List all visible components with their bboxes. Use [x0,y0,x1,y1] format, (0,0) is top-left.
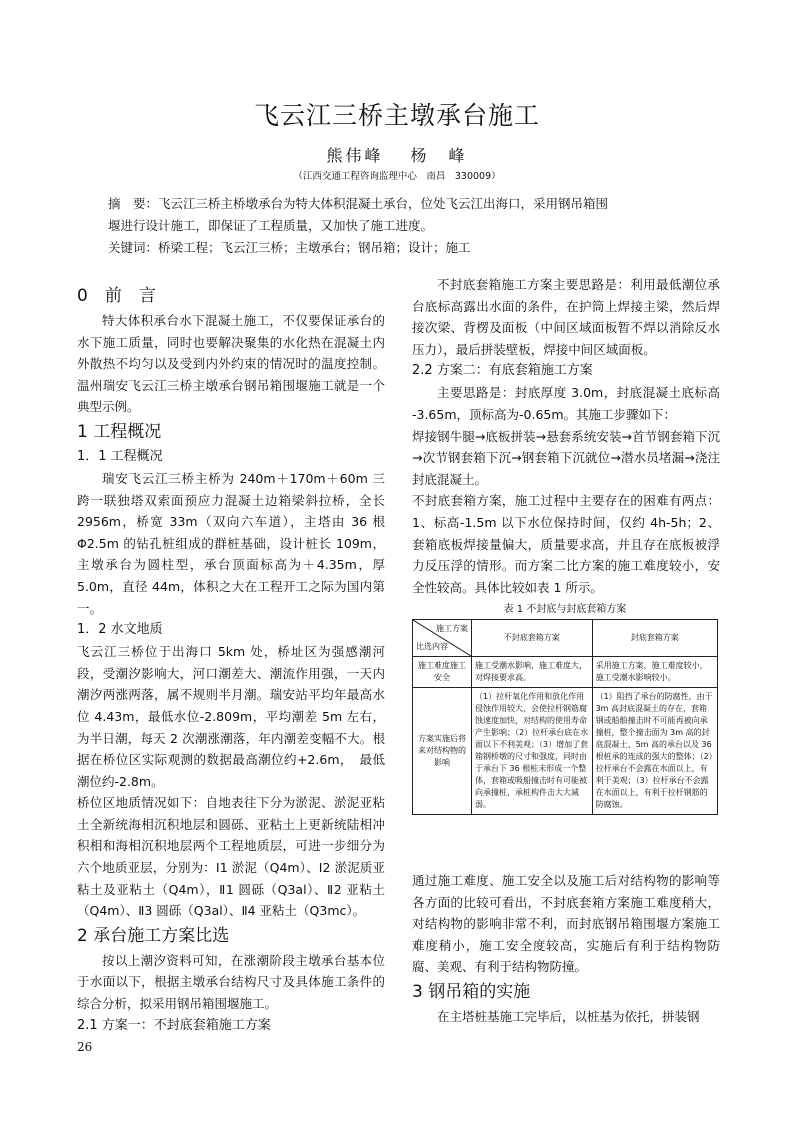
affiliation: （江西交通工程咨询监理中心 南昌 330009） [293,171,501,182]
left-column [77,282,385,1037]
abstract-label: 摘 要： [108,196,159,211]
keywords-text: 桥梁工程；飞云江三桥；主墩承台；钢吊箱；设计；施工 [158,240,471,255]
section-2-2-paragraph-a: 主要思路是：封底厚度 3.0m，封底混凝土底标高 -3.65m，顶标高为-0.65m。其施工步骤如下： [412,385,720,422]
section-1-heading: 1 工程概况 [77,421,162,442]
section-2-2-heading: 2.2 方案二：有底套箱施工方案 [412,363,593,379]
section-1-2-paragraph-b: 桥位区地质情况如下：自地表往下分为淤泥、淤泥亚粘土全新统海相沉积地层和圆砾、亚粘土上更新统陆相冲积相和海相沉积地层两个工程地质层，可进一步细分为六个地质亚层，分别为：Ⅰ1 淤泥（Q4m）、Ⅰ2 淤泥质亚粘土及亚粘土（Q4m），Ⅱ1 圆砾（Q3al）、Ⅱ2 亚粘土（Q4m）、Ⅱ3 圆砾（Q3al）、Ⅱ4 亚粘土（Q3mc）。 [77,795,385,919]
abstract [108,193,694,237]
section-1-2-paragraph-a: 飞云江三桥位于出海口 5km 处，桥址区为强感潮河段，受潮汐影响大，河口潮差大、潮流作用强，一天内潮汐两涨两落，属不规则半月潮。瑞安站平均年最高水位 4.43m，最低水位-2.809m，平均潮差 5m 左右，为半日潮，每天 2 次潮涨潮落，年内潮差变幅不大。根据在桥位区实际观测的数据最高潮位约+2.6m， 最低潮位约-2.8m。 [77,644,385,789]
section-2-2-paragraph-b: 焊接钢牛腿→底板拼装→悬套系统安装→首节钢套箱下沉→次节钢套箱下沉→钢套箱下沉就位→潜水员堵漏→浇注封底混凝土。 [412,428,720,487]
table-row-header-1: 施工难度施工安全 [413,657,472,688]
section-1-2-heading: 1．2 水文地质 [77,622,163,638]
table-header-row [413,620,718,657]
table-corner-bottom: 比选内容 [416,642,448,651]
section-2-paragraph: 按以上潮汐资料可知，在涨潮阶段主墩承台基本位于水面以下，根据主墩承台结构尺寸及具体施工条件的综合分析，拟采用钢吊箱围堰施工。 [77,952,385,1012]
table-row-header-2: 方案实施后将来对结构物的影响 [413,688,472,815]
page-number: 26 [77,1040,93,1054]
table-row [413,688,718,815]
table-cell: 施工受潮水影响，施工难度大，对焊接要求高。 [472,657,593,688]
table-caption: 表 1 不封底与封底套箱方案 [503,604,627,615]
section-1-1-paragraph: 瑞安飞云江三桥主桥为 240m＋170m＋60m 三跨一联独塔双索面预应力混凝土边箱梁斜拉桥，全长 2956m，桥宽 33m（双向六车道），主塔由 36 根 Φ2.5m 的钻孔桩组成的群桩基础，设计桩长 109m，主墩承台为圆柱型，承台顶面标高为＋4.35m，厚 5.0m，直径 44m，体积之大在工程开工之际为国内第一。 [77,470,385,616]
section-0-paragraph: 特大体积承台水下混凝土施工，不仅要保证承台的水下施工质量，同时也要解决聚集的水化热在混凝土内外散热不均匀以及受到内外约束的情况时的温度控制。温州瑞安飞云江三桥主墩承台钢吊箱围堰施工就是一个典型示例。 [77,313,385,415]
section-3-paragraph: 在主塔桩基施工完毕后，以桩基为依托，拼装钢 [437,1008,700,1024]
keywords [108,238,694,256]
keywords-label: 关键词： [108,240,159,255]
table-col-header-2: 封底套箱方案 [592,620,717,657]
right-column-bottom [412,870,720,1028]
table-cell: 采用施工方案，施工难度较小，施工受潮水影响较小。 [592,657,717,688]
comparison-table [412,619,718,815]
table-row [413,657,718,688]
right-column-top [412,274,720,598]
table-corner-top: 施工方案 [436,624,468,633]
section-2-1-heading: 2.1 方案一：不封底套箱施工方案 [77,1017,271,1033]
paper-title: 飞云江三桥主墩承台施工 [253,101,540,130]
section-3-heading: 3 钢吊箱的实施 [412,981,531,1002]
abstract-line-2: 堰进行设计施工，即保证了工程质量，又加快了施工进度。 [108,218,434,233]
table-cell: （1）拉杆氧化作用和放化作用侵蚀作用较大，会使拉杆钢筋腐蚀速度加快，对结构的使用寿命产生影响；（2）拉杆承台底在水面以下不利美观；（3）增加了套箱钢桥墩的尺寸和强度，同时由于承台下 36 根桩未形成一个整体，套箱或吸船撞击时有可能被向承撞桩，承桩构件击大大减弱。 [472,688,593,815]
section-2-2-paragraph-c: 不封底套箱方案，施工过程中主要存在的困难有两点：1、标高-1.5m 以下水位保持时间，仅约 4h-5h；2、套箱底板焊接量偏大，质量要求高，并且存在底板被浮力反压浮的情形。而方案二比方案的施工难度较小，安全性较高。具体比较如表 1 所示。 [412,493,720,595]
abstract-line-1: 飞云江三桥主桥墩承台为特大体积混凝土承台，位处飞云江出海口，采用钢吊箱围 [158,196,609,211]
section-2-1-paragraph: 不封底套箱施工方案主要思路是：利用最低潮位承台底标高露出水面的条件，在护筒上焊接主梁，然后焊接次梁、背楞及面板（中间区域面板暂不焊以消除反水压力），最后拼装壁板，焊接中间区域面板。 [412,277,720,357]
table-col-header-1: 不封底套箱方案 [472,620,593,657]
table-corner-cell [413,620,472,657]
section-0-heading: 0 前 言 [77,286,156,306]
section-1-1-heading: 1．1 工程概况 [77,448,163,464]
table-cell: （1）阻挡了承台的防腐性，由于 3m 高封底混凝土的存在，套箱钢或船舶撞击时不可能再被向承撞桩，整个撞击面为 3m 高的封底混凝土、5m 高的承台以及 36 根桩承的连成的强大的整体；（2）拉杆承台不会露在水面以上，有利于美观；（3）拉杆承台不会露在水面以上，有利于拉杆钢筋的防腐蚀。 [592,688,717,815]
section-2-heading: 2 承台施工方案比选 [77,925,230,946]
authors: 熊伟峰 杨 峰 [326,146,468,165]
comparison-conclusion: 通过施工难度、施工安全以及施工后对结构物的影响等各方面的比较可看出，不封底套箱方案施工难度稍大，对结构物的影响非常不利，而封底钢吊箱围堰方案施工难度稍小，施工安全度较高，实施后有利于结构物防腐、美观、有利于结构物防撞。 [412,873,720,975]
